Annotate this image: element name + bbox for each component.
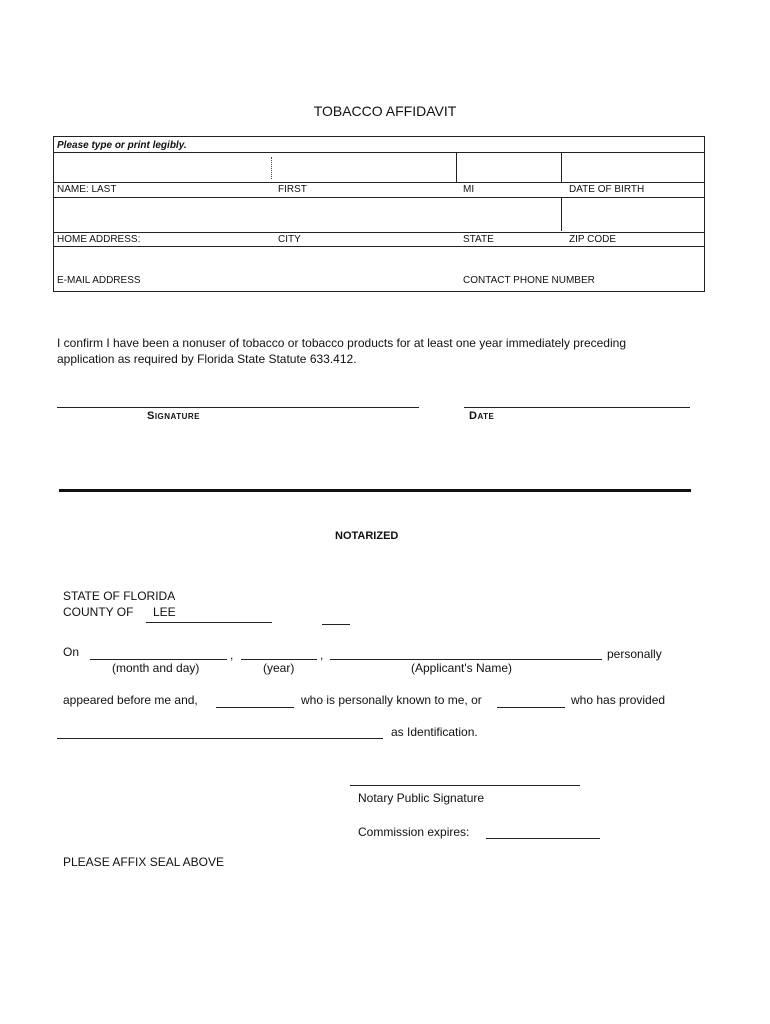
mi-label: MI [463, 184, 475, 195]
personally-known-text: who is personally known to me, or [301, 693, 482, 707]
month-day-field[interactable] [90, 659, 227, 660]
state-label: STATE [463, 234, 494, 245]
first-name-field[interactable] [272, 153, 456, 181]
identification-text: as Identification. [391, 725, 478, 739]
has-provided-field[interactable] [497, 707, 565, 708]
personally-text: personally [607, 647, 662, 661]
section-divider [59, 489, 691, 492]
state-of-florida: STATE OF FLORIDA [63, 589, 176, 603]
signature-line[interactable] [57, 407, 419, 408]
notary-signature-line[interactable] [350, 785, 580, 786]
city-label: CITY [278, 234, 301, 245]
confirmation-line-1: I confirm I have been a nonuser of tobacco or tobacco products for at least one year immediately preceding [57, 336, 626, 350]
email-field[interactable] [54, 247, 456, 273]
month-day-hint: (month and day) [112, 661, 200, 675]
county-value: LEE [153, 605, 176, 619]
signature-label: Signature [147, 410, 201, 422]
zip-code-field[interactable] [562, 198, 705, 231]
personally-known-field[interactable] [216, 707, 294, 708]
first-name-label: FIRST [278, 184, 307, 195]
identification-field[interactable] [57, 738, 383, 739]
middle-initial-field[interactable] [457, 153, 561, 181]
email-label: E-MAIL ADDRESS [57, 275, 141, 286]
last-name-label: NAME: LAST [57, 184, 117, 195]
comma: , [230, 648, 234, 662]
divider [54, 182, 704, 183]
date-label: Date [469, 410, 495, 422]
affix-seal-note: PLEASE AFFIX SEAL ABOVE [63, 855, 224, 869]
notary-signature-label: Notary Public Signature [358, 791, 485, 805]
form-instruction: Please type or print legibly. [57, 140, 187, 151]
year-hint: (year) [263, 661, 295, 675]
phone-field[interactable] [457, 247, 705, 273]
confirmation-statement [57, 335, 697, 367]
appeared-text: appeared before me and, [63, 693, 198, 707]
applicant-info-form [53, 136, 705, 292]
zip-code-label: ZIP CODE [569, 234, 617, 245]
comma: , [320, 648, 324, 662]
applicant-name-hint: (Applicant's Name) [411, 661, 512, 675]
county-line[interactable] [146, 622, 272, 623]
county-label: COUNTY OF [63, 605, 134, 619]
has-provided-text: who has provided [571, 693, 666, 707]
applicant-name-field[interactable] [330, 659, 602, 660]
year-field[interactable] [241, 659, 317, 660]
commission-expires-label: Commission expires: [358, 825, 470, 839]
divider [322, 624, 350, 625]
date-of-birth-field[interactable] [562, 153, 705, 181]
commission-expires-field[interactable] [486, 838, 600, 839]
page-title: TOBACCO AFFIDAVIT [313, 103, 457, 119]
on-label: On [63, 645, 80, 659]
home-address-label: HOME ADDRESS: [57, 234, 141, 245]
phone-label: CONTACT PHONE NUMBER [463, 275, 595, 286]
confirmation-line-2: application as required by Florida State Statute 633.412. [57, 352, 357, 366]
divider [54, 232, 704, 233]
dob-label: DATE OF BIRTH [569, 184, 645, 195]
notarized-heading: NOTARIZED [335, 530, 399, 542]
home-address-field[interactable] [54, 198, 456, 231]
date-line[interactable] [464, 407, 690, 408]
